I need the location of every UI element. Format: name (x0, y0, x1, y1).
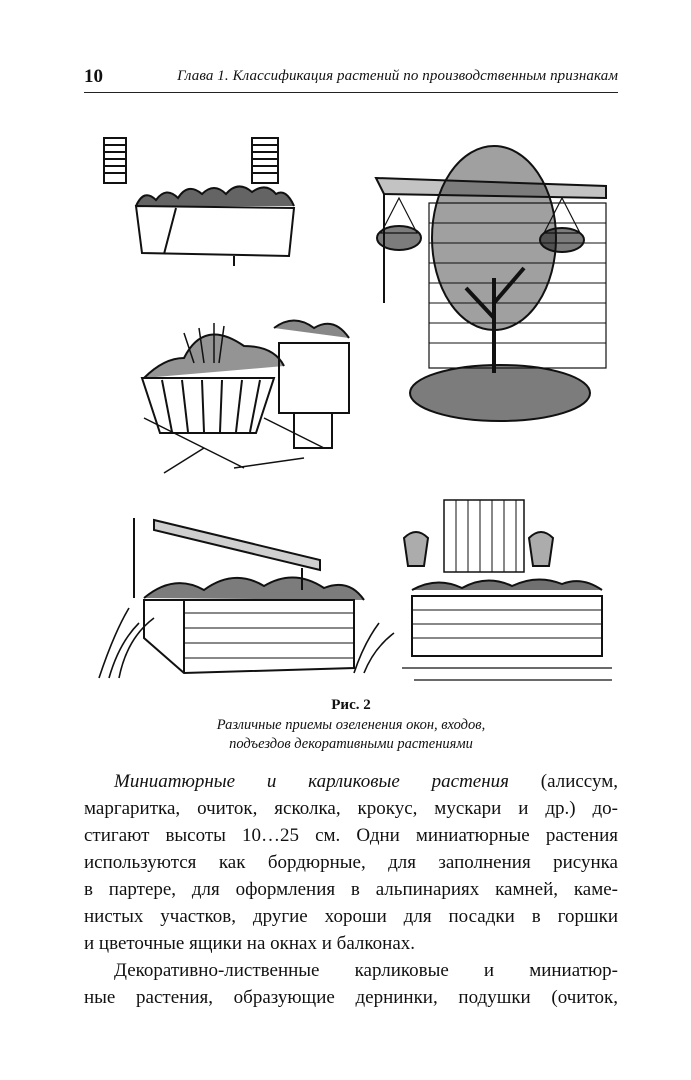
figure-illustration (84, 128, 618, 693)
window-box-drawing (104, 138, 294, 266)
chapter-title: Глава 1. Классификация растений по производственным признакам (177, 68, 618, 84)
figure-label: Рис. 2 (331, 697, 371, 713)
text-line (84, 768, 618, 795)
caption-line-1: Различные приемы озеленения окон, входов, (216, 717, 486, 733)
containers-drawing (142, 321, 349, 474)
running-head (84, 64, 618, 93)
window-flowerbox-drawing (402, 500, 612, 680)
figure-caption (84, 697, 618, 754)
text-line: Декоративно-лиственные карликовые и миниатюр- (114, 960, 618, 981)
text-line: маргаритка, очиток, ясколка, крокус, мускари и др.) до- (84, 798, 618, 819)
term-miniature-plants: Миниатюрные и карликовые растения (114, 771, 509, 792)
paragraph-1 (84, 768, 618, 957)
text-line: в партере, для оформления в альпинариях камней, каме- (84, 879, 618, 900)
text-fragment: (алиссум, (509, 771, 619, 792)
body-text (84, 768, 618, 1011)
paragraph-2 (84, 957, 618, 1011)
text-line: и цветочные ящики на окнах и балконах. (84, 933, 416, 954)
text-line: используются как бордюрные, для заполнения рисунка (84, 852, 618, 873)
page-number: 10 (84, 66, 103, 87)
text-line: ные растения, образующие дернинки, подушки (очиток, (84, 987, 618, 1008)
tree-canopy-drawing (376, 146, 606, 421)
caption-line-2: подъездов декоративными растениями (229, 736, 473, 752)
text-line: нистых участков, другие хороши для посадки в горшки (84, 906, 618, 927)
raised-bed-drawing (99, 518, 394, 678)
text-line: стигают высоты 10…25 см. Одни миниатюрные растения (84, 825, 618, 846)
